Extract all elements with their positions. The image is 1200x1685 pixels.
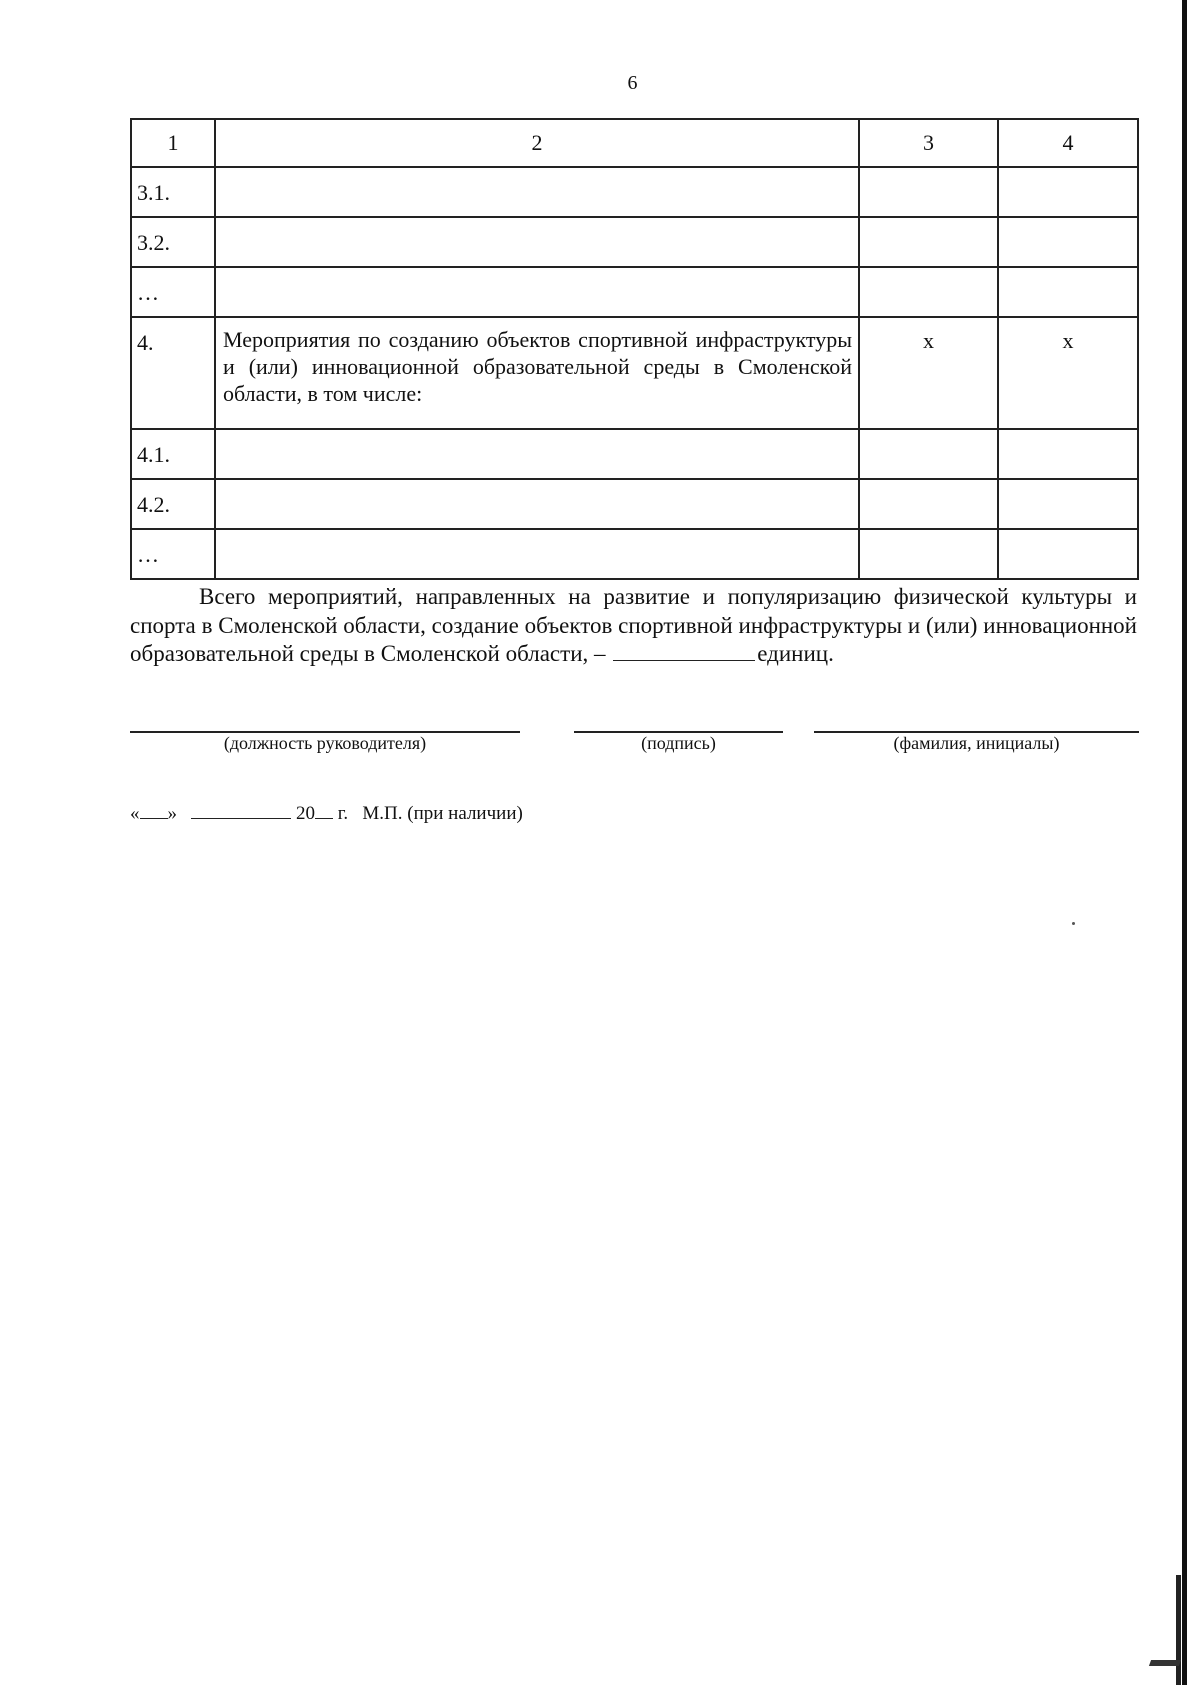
row-description xyxy=(215,167,859,217)
scan-edge-shadow xyxy=(1176,1575,1181,1685)
events-table xyxy=(130,118,1139,580)
row-col3 xyxy=(859,479,998,529)
table-row xyxy=(131,529,1138,579)
row-col3 xyxy=(859,429,998,479)
column-header: 1 xyxy=(131,119,215,167)
stamp-label: М.П. (при наличии) xyxy=(362,803,523,824)
row-description xyxy=(215,429,859,479)
row-number: 4. xyxy=(131,317,215,429)
row-number: … xyxy=(131,529,215,579)
row-col4 xyxy=(998,479,1138,529)
row-col4 xyxy=(998,217,1138,267)
open-quote: « xyxy=(130,803,140,824)
summary-text: Всего мероприятий, направленных на развитие и популяризацию физической культуры и спорта в Смоленской области, создание объектов спортивной инфраструктуры и (или) инновационной образовательной среды в Смоленской области, – xyxy=(130,584,1137,667)
row-col4: х xyxy=(998,317,1138,429)
count-blank-field[interactable] xyxy=(613,642,755,661)
row-description xyxy=(215,529,859,579)
date-line xyxy=(130,803,523,825)
row-col4 xyxy=(998,267,1138,317)
page-number: 6 xyxy=(627,72,638,94)
month-blank[interactable] xyxy=(191,803,291,819)
row-col3 xyxy=(859,267,998,317)
column-header: 2 xyxy=(215,119,859,167)
scan-corner-mark xyxy=(1149,1660,1181,1666)
close-quote: » xyxy=(167,803,177,824)
scan-dot xyxy=(1072,922,1075,925)
row-col4 xyxy=(998,167,1138,217)
table-row xyxy=(131,429,1138,479)
row-description xyxy=(215,267,859,317)
row-description xyxy=(215,217,859,267)
row-col3: х xyxy=(859,317,998,429)
table-row xyxy=(131,167,1138,217)
table-header-row xyxy=(131,119,1138,167)
row-col3 xyxy=(859,217,998,267)
row-col3 xyxy=(859,167,998,217)
row-description xyxy=(215,479,859,529)
day-blank[interactable] xyxy=(140,803,168,819)
year-prefix: 20 xyxy=(296,803,315,824)
row-col4 xyxy=(998,529,1138,579)
row-number: 4.2. xyxy=(131,479,215,529)
row-description: Мероприятия по созданию объектов спортивной инфраструктуры и (или) инновационной образовательной среды в Смоленской области, в том числе: xyxy=(215,317,859,429)
column-header: 4 xyxy=(998,119,1138,167)
table-row xyxy=(131,267,1138,317)
row-col4 xyxy=(998,429,1138,479)
position-caption: (должность руководителя) xyxy=(223,733,427,753)
table-row xyxy=(131,317,1138,429)
row-number: 3.2. xyxy=(131,217,215,267)
column-header: 3 xyxy=(859,119,998,167)
name-caption: (фамилия, инициалы) xyxy=(893,733,1060,753)
signature-caption: (подпись) xyxy=(641,733,716,753)
year-suffix: г. xyxy=(337,803,349,824)
summary-units: единиц. xyxy=(757,641,834,667)
table-row xyxy=(131,479,1138,529)
row-number: 3.1. xyxy=(131,167,215,217)
year-blank[interactable] xyxy=(315,803,333,819)
summary-paragraph xyxy=(130,583,1137,669)
row-number: 4.1. xyxy=(131,429,215,479)
row-col3 xyxy=(859,529,998,579)
row-number: … xyxy=(131,267,215,317)
table-row xyxy=(131,217,1138,267)
scan-edge-border xyxy=(1182,0,1187,1685)
